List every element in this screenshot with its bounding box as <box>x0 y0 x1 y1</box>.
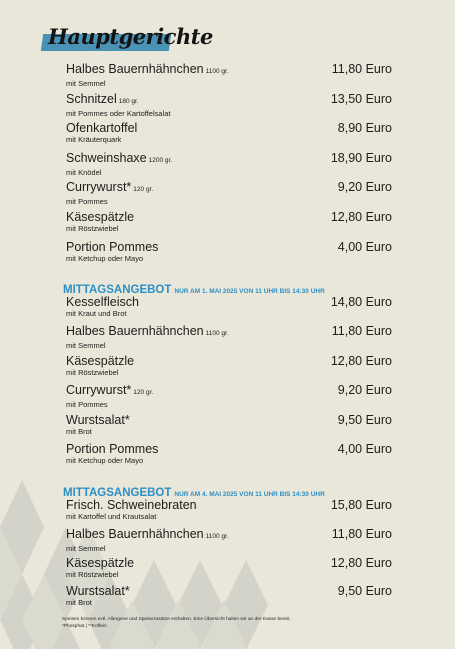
menu-item-name: Portion Pommes <box>66 442 159 456</box>
menu-item-name: Halbes Bauernhähnchen <box>66 324 204 339</box>
menu-item <box>66 324 392 350</box>
menu-item <box>66 527 392 553</box>
menu-item-description: mit Knödel <box>66 167 102 177</box>
menu-item-weight: 1100 gr. <box>205 532 229 540</box>
menu-item-name: Halbes Bauernhähnchen <box>66 62 204 76</box>
menu-item-price: 4,00 Euro <box>337 239 392 254</box>
menu-item-name: Wurstsalat* <box>66 412 130 427</box>
menu-item-name: Currywurst* <box>66 383 132 398</box>
menu-item-description: mit Ketchup oder Mayo <box>66 253 144 263</box>
menu-item-weight: 180 gr. <box>118 97 139 105</box>
menu-item-price: 11,80 Euro <box>331 324 392 339</box>
menu-item-weight: 1100 gr. <box>205 330 229 338</box>
menu-item <box>66 498 392 521</box>
menu-item-description: mit Semmel <box>66 543 106 553</box>
menu-item <box>66 383 392 409</box>
menu-item-description: mit Ketchup oder Mayo <box>66 456 144 465</box>
menu-item <box>66 584 392 607</box>
menu-item-weight: 120 gr. <box>133 389 154 397</box>
section-heading-title: MITTAGSANGEBOT <box>63 284 172 296</box>
menu-item-weight: 1100 gr. <box>205 68 229 75</box>
menu-item-weight: 1200 gr. <box>148 156 173 164</box>
menu-item-description: mit Röstzwiebel <box>66 569 119 579</box>
section-heading-note: NUR AM 1. MAI 2025 VON 11 UHR BIS 14:30 UHR <box>174 288 325 295</box>
menu-item-description: mit Kartoffel und Krautsalat <box>66 512 157 521</box>
menu-item <box>66 180 392 206</box>
section-heading-title: MITTAGSANGEBOT <box>63 487 172 499</box>
menu-item <box>66 442 392 465</box>
menu-item <box>66 295 392 318</box>
footer-allergen-note: Speisen können evtl. Allergene und Speisezusätze enthalten. Eine Übersicht halten wir an der Kasse bereit. <box>62 617 291 622</box>
menu-item-name: Halbes Bauernhähnchen <box>66 526 204 541</box>
menu-item-description: mit Semmel <box>66 341 106 351</box>
menu-item-name: Portion Pommes <box>66 239 159 254</box>
menu-item-price: 11,80 Euro <box>331 526 392 541</box>
menu-item-description: mit Pommes <box>66 400 108 410</box>
menu-item <box>66 62 392 88</box>
menu-item-price: 9,20 Euro <box>337 383 392 398</box>
menu-item-price: 12,80 Euro <box>330 353 392 368</box>
menu-item-description: mit Brot <box>66 598 92 608</box>
menu-item-price: 12,80 Euro <box>330 555 392 570</box>
footer-legend: *Phosphat | **Koffein <box>62 624 107 629</box>
menu-item-name: Käsespätzle <box>66 353 135 368</box>
menu-item-description: mit Semmel <box>66 79 106 88</box>
menu-item-price: 14,80 Euro <box>330 295 392 309</box>
menu-item <box>66 413 392 436</box>
menu-item <box>66 354 392 377</box>
menu-item-description: mit Pommes <box>66 197 108 207</box>
menu-item-name: Käsespätzle <box>66 210 135 224</box>
menu-item-name: Currywurst* <box>66 180 132 195</box>
menu-item <box>66 210 392 233</box>
menu-item-price: 8,90 Euro <box>337 121 392 136</box>
section-heading-note: NUR AM 4. MAI 2025 VON 11 UHR BIS 14:30 UHR <box>174 491 325 498</box>
menu-item-price: 9,50 Euro <box>337 584 392 599</box>
menu-item-price: 15,80 Euro <box>330 498 392 512</box>
menu-item-weight: 120 gr. <box>133 186 154 194</box>
menu-item-price: 4,00 Euro <box>337 442 392 456</box>
menu-item-price: 11,80 Euro <box>331 62 392 76</box>
menu-item-price: 9,50 Euro <box>337 412 392 427</box>
menu-item-name: Schweinshaxe <box>66 150 147 165</box>
menu-item-price: 9,20 Euro <box>337 180 392 195</box>
menu-item-name: Wurstsalat* <box>66 584 130 599</box>
menu-item <box>66 240 392 263</box>
menu-item-description: mit Kräuterquark <box>66 135 122 145</box>
menu-item <box>66 151 392 177</box>
menu-item-name: Frisch. Schweinebraten <box>66 498 197 512</box>
menu-item-description: mit Röstzwiebel <box>66 367 119 377</box>
menu-item-description: mit Brot <box>66 426 92 436</box>
menu-item-description: mit Kraut und Brot <box>66 309 127 318</box>
menu-item-description: mit Röstzwiebel <box>66 224 119 233</box>
menu-item-price: 13,50 Euro <box>330 91 392 106</box>
menu-item <box>66 92 392 118</box>
menu-item-name: Kesselfleisch <box>66 295 139 309</box>
menu-item <box>66 121 392 144</box>
menu-item <box>66 556 392 579</box>
menu-item-price: 12,80 Euro <box>330 210 392 224</box>
menu-item-name: Schnitzel <box>66 91 117 106</box>
menu-item-price: 18,90 Euro <box>330 150 392 165</box>
menu-item-name: Käsespätzle <box>66 555 135 570</box>
menu-item-name: Ofenkartoffel <box>66 121 138 136</box>
menu-item-description: mit Pommes oder Kartoffelsalat <box>66 108 171 118</box>
page-title: Hauptgerichte <box>48 24 213 49</box>
